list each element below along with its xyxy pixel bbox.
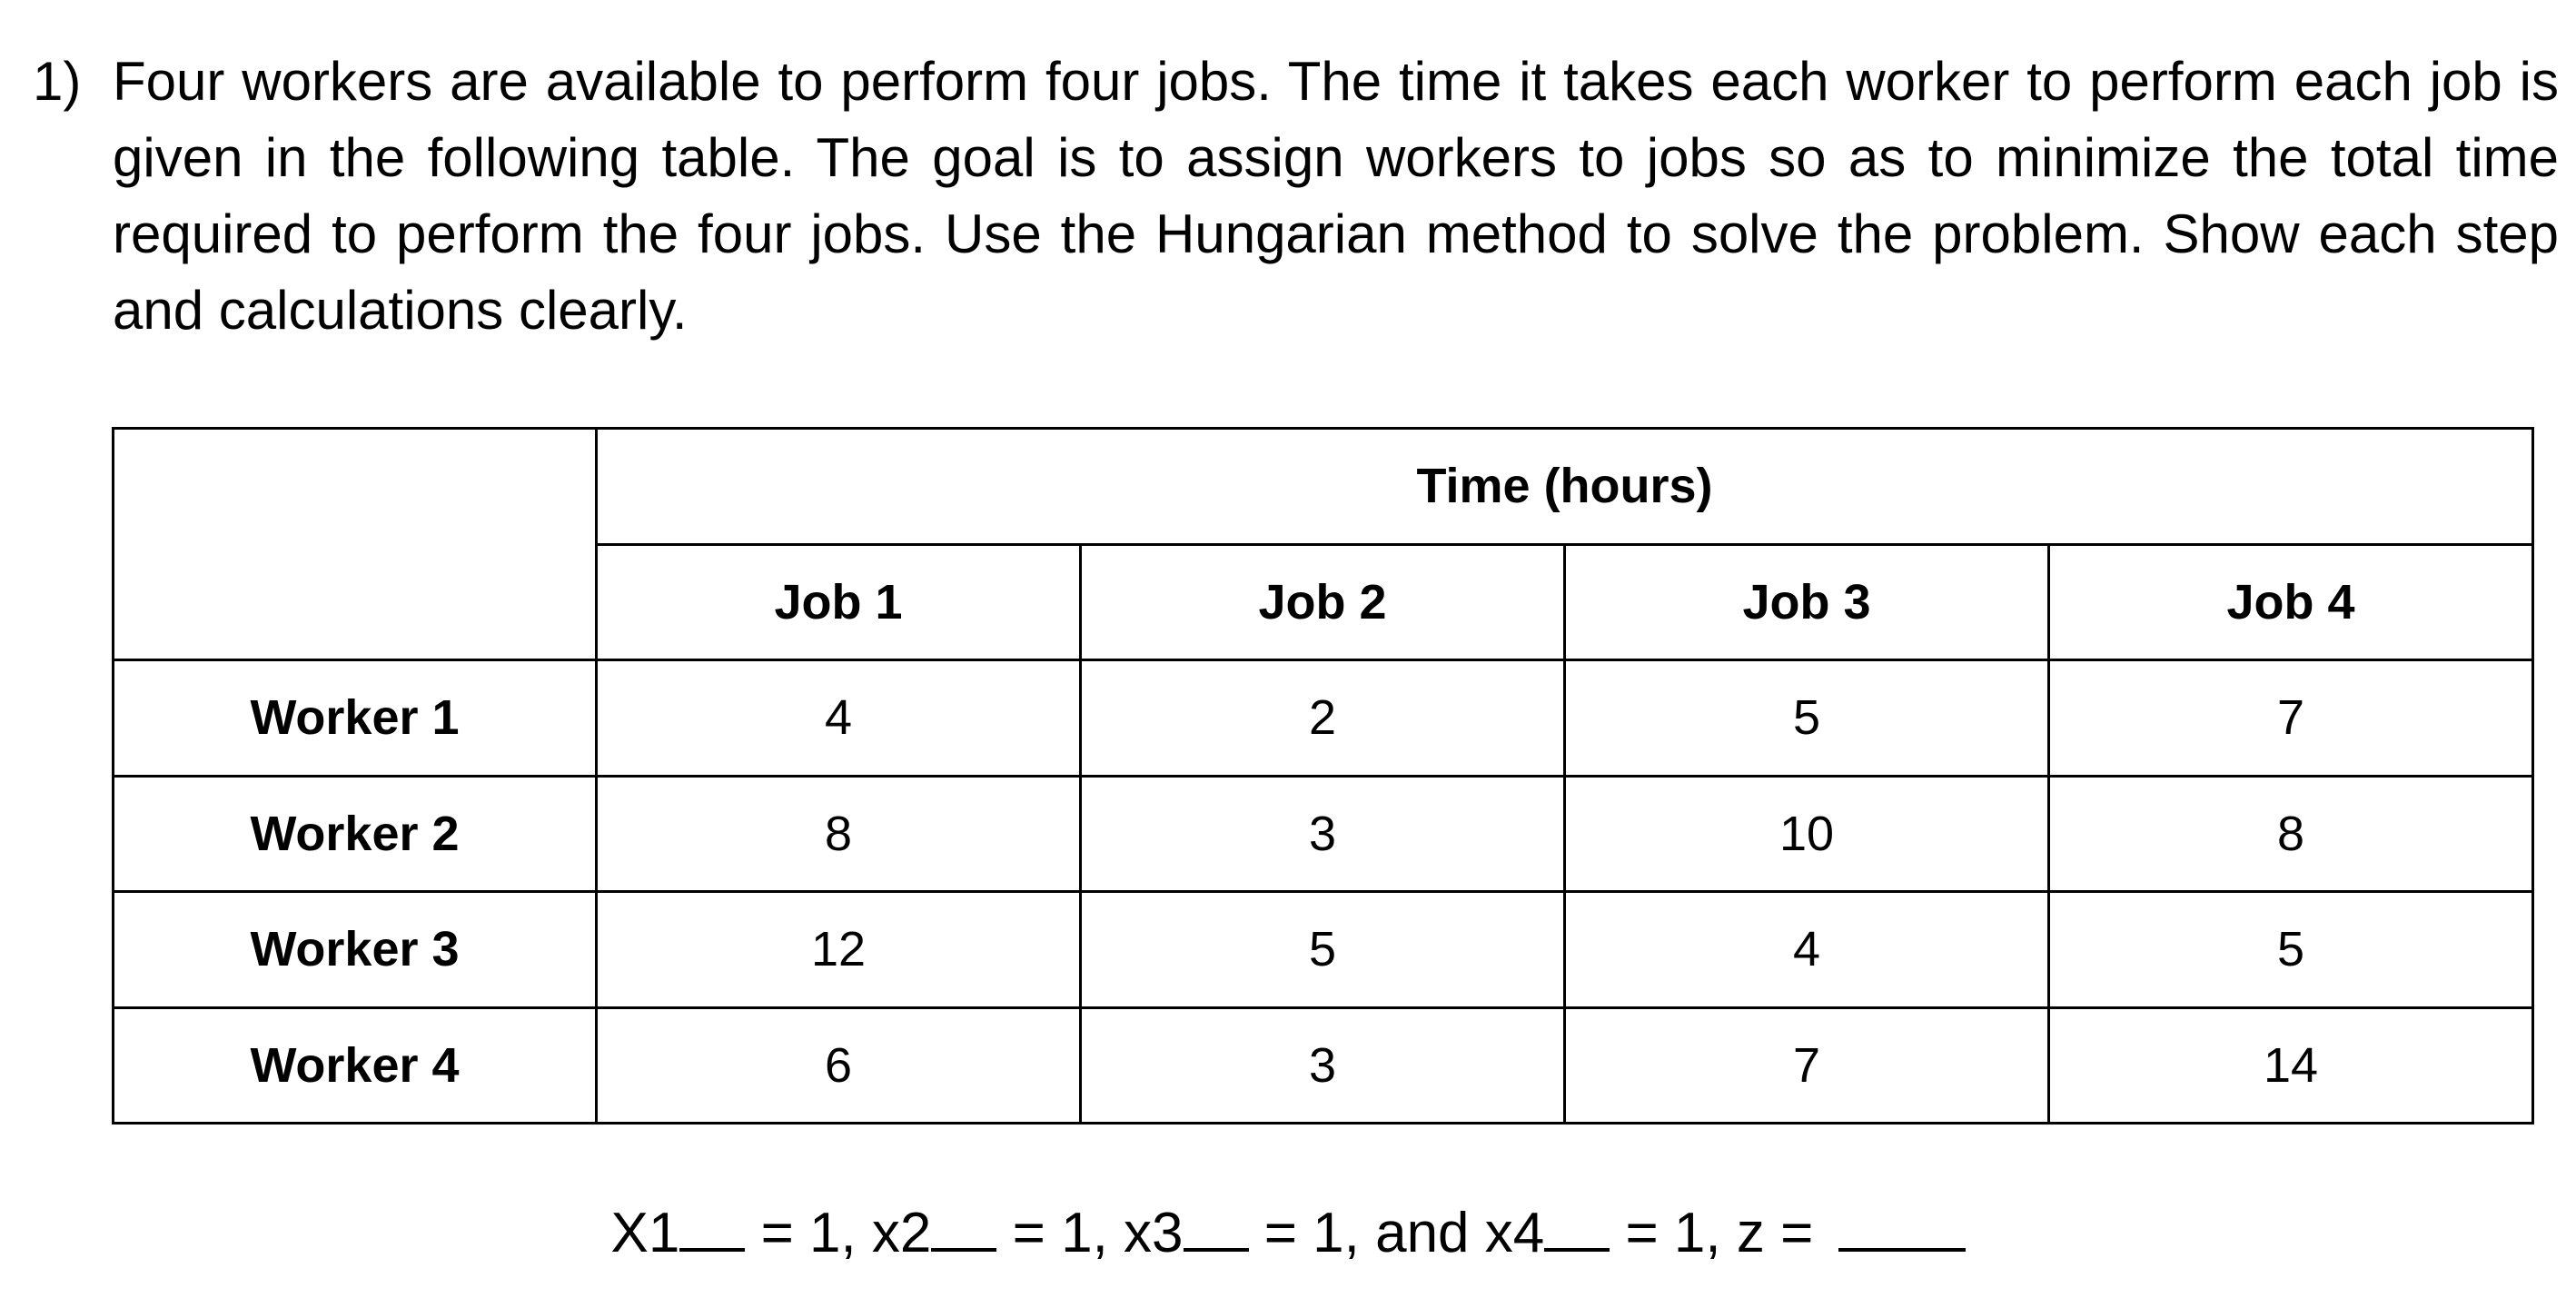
answer-z-label: = 1, z = bbox=[1610, 1202, 1829, 1264]
table-row bbox=[114, 892, 2533, 1008]
answer-eq-2: = 1 bbox=[996, 1202, 1093, 1264]
question-text: Four workers are available to perform four jobs. The time it takes each worker to perform each job is given in the following table. The goal is to assign workers to jobs so as to minimize the total time required to perform the four jobs. Use the Hungarian method to solve the problem. Show each step and calculations clearly. bbox=[113, 51, 2559, 341]
group-header-time: Time (hours) bbox=[597, 429, 2533, 545]
answer-blank-x4[interactable] bbox=[1544, 1197, 1610, 1252]
table-cell: 4 bbox=[1565, 892, 2049, 1008]
answer-x3-label: , x3 bbox=[1092, 1202, 1184, 1264]
column-header-job-1: Job 1 bbox=[597, 544, 1081, 660]
column-header-job-3: Job 3 bbox=[1565, 544, 2049, 660]
table-cell: 7 bbox=[1565, 1007, 2049, 1124]
assignment-table bbox=[112, 427, 2534, 1125]
table-cell: 5 bbox=[1081, 892, 1565, 1008]
table-cell: 3 bbox=[1081, 776, 1565, 892]
row-header-worker-3: Worker 3 bbox=[114, 892, 597, 1008]
answer-eq-3: = 1 bbox=[1248, 1202, 1344, 1264]
row-header-worker-1: Worker 1 bbox=[114, 660, 597, 777]
answer-x1-label: X1 bbox=[610, 1202, 680, 1264]
table-cell: 8 bbox=[2049, 776, 2533, 892]
row-header-worker-2: Worker 2 bbox=[114, 776, 597, 892]
answer-blank-z[interactable] bbox=[1838, 1197, 1966, 1252]
answer-blank-x3[interactable] bbox=[1184, 1197, 1249, 1252]
row-header-worker-4: Worker 4 bbox=[114, 1007, 597, 1124]
table-cell: 2 bbox=[1081, 660, 1565, 777]
table-row bbox=[114, 1007, 2533, 1124]
table-row bbox=[114, 660, 2533, 777]
table-cell: 8 bbox=[597, 776, 1081, 892]
question-number: 1) bbox=[33, 51, 82, 112]
answer-blank-x1[interactable] bbox=[679, 1197, 745, 1252]
answer-line bbox=[0, 1197, 2576, 1270]
table-cell: 4 bbox=[597, 660, 1081, 777]
table-cell: 5 bbox=[2049, 892, 2533, 1008]
table-cell: 6 bbox=[597, 1007, 1081, 1124]
table-cell: 10 bbox=[1565, 776, 2049, 892]
table-cell: 5 bbox=[1565, 660, 2049, 777]
answer-x4-label: , and x4 bbox=[1343, 1202, 1545, 1264]
table-row bbox=[114, 776, 2533, 892]
table-cell: 12 bbox=[597, 892, 1081, 1008]
table-header-row-group bbox=[114, 429, 2533, 545]
answer-eq-1: = 1 bbox=[745, 1202, 841, 1264]
column-header-job-4: Job 4 bbox=[2049, 544, 2533, 660]
table-cell: 7 bbox=[2049, 660, 2533, 777]
answer-x2-label: , x2 bbox=[840, 1202, 932, 1264]
table-corner-cell bbox=[114, 429, 597, 660]
column-header-job-2: Job 2 bbox=[1081, 544, 1565, 660]
table-cell: 14 bbox=[2049, 1007, 2533, 1124]
table-cell: 3 bbox=[1081, 1007, 1565, 1124]
answer-blank-x2[interactable] bbox=[931, 1197, 996, 1252]
time-table bbox=[112, 427, 2532, 1125]
